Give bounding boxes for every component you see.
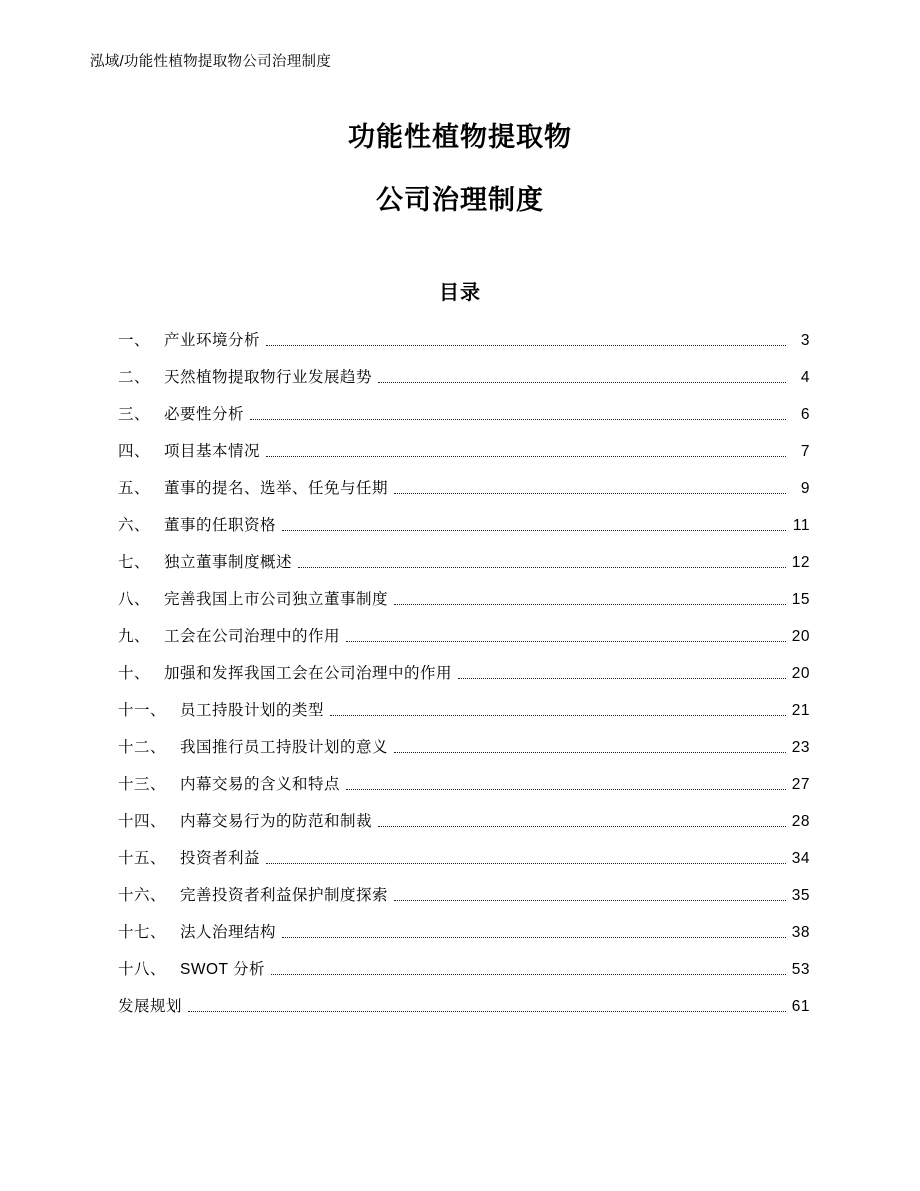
toc-item-label: 我国推行员工持股计划的意义 xyxy=(180,739,389,757)
toc-item-label: 完善投资者利益保护制度探索 xyxy=(180,887,389,905)
toc-item-label: 加强和发挥我国工会在公司治理中的作用 xyxy=(164,665,453,683)
toc-item[interactable] xyxy=(118,407,810,423)
toc-item-label: 董事的提名、选举、任免与任期 xyxy=(164,480,389,498)
toc-leader-dots xyxy=(330,714,786,716)
toc-leader-dots xyxy=(394,751,786,753)
toc-item-page: 38 xyxy=(791,924,810,942)
toc-item-label: 员工持股计划的类型 xyxy=(180,702,325,720)
toc-item-label: 内幕交易行为的防范和制裁 xyxy=(180,813,373,831)
toc-item-page: 35 xyxy=(791,887,810,905)
toc-item-label: 内幕交易的含义和特点 xyxy=(180,776,341,794)
toc-item-page: 28 xyxy=(791,813,810,831)
toc-leader-dots xyxy=(378,825,786,827)
toc-item[interactable] xyxy=(118,592,810,608)
toc-item-page: 61 xyxy=(791,998,810,1016)
page-title xyxy=(88,124,832,214)
title-line-1: 功能性植物提取物 xyxy=(348,122,572,153)
toc-item[interactable] xyxy=(118,481,810,497)
toc-leader-dots xyxy=(282,529,786,531)
toc-item-number: 四、 xyxy=(118,443,151,461)
toc-item[interactable] xyxy=(118,740,810,756)
toc-item-page: 34 xyxy=(791,850,810,868)
toc-item-label: 完善我国上市公司独立董事制度 xyxy=(164,591,389,609)
toc-item-page: 3 xyxy=(800,332,810,350)
toc-leader-dots xyxy=(346,640,786,642)
toc-item-number: 二、 xyxy=(118,369,151,387)
toc-leader-dots xyxy=(394,899,786,901)
table-of-contents xyxy=(88,333,832,1015)
toc-item-page: 12 xyxy=(791,554,810,572)
toc-item-page: 15 xyxy=(791,591,810,609)
toc-item-label: SWOT 分析 xyxy=(180,961,266,979)
toc-leader-dots xyxy=(266,455,786,457)
toc-item-page: 53 xyxy=(791,961,810,979)
toc-item[interactable] xyxy=(118,370,810,386)
toc-item-label: 投资者利益 xyxy=(180,850,261,868)
toc-item-number: 三、 xyxy=(118,406,151,424)
toc-leader-dots xyxy=(271,973,786,975)
toc-item-number: 十二、 xyxy=(118,739,167,757)
toc-item-page: 11 xyxy=(792,517,810,535)
toc-item[interactable] xyxy=(118,777,810,793)
toc-leader-dots xyxy=(250,418,786,420)
toc-item-label: 产业环境分析 xyxy=(164,332,261,350)
toc-heading: 目录 xyxy=(439,282,481,305)
toc-item-page: 21 xyxy=(791,702,810,720)
toc-item-number: 七、 xyxy=(118,554,151,572)
toc-item[interactable] xyxy=(118,444,810,460)
toc-item-number: 八、 xyxy=(118,591,151,609)
toc-leader-dots xyxy=(188,1010,786,1012)
toc-item-number: 十五、 xyxy=(118,850,167,868)
toc-item-number: 九、 xyxy=(118,628,151,646)
toc-item-page: 20 xyxy=(791,628,810,646)
toc-leader-dots xyxy=(298,566,786,568)
header-breadcrumb: 泓域/功能性植物提取物公司治理制度 xyxy=(90,54,332,70)
toc-leader-dots xyxy=(266,344,786,346)
toc-item-page: 9 xyxy=(800,480,810,498)
toc-item[interactable] xyxy=(118,666,810,682)
toc-item-number: 十八、 xyxy=(118,961,167,979)
toc-item[interactable] xyxy=(118,962,810,978)
toc-item-number: 十四、 xyxy=(118,813,167,831)
toc-item-number: 十六、 xyxy=(118,887,167,905)
toc-leader-dots xyxy=(378,381,786,383)
toc-item-number: 十一、 xyxy=(118,702,167,720)
toc-item[interactable] xyxy=(118,999,810,1015)
toc-item-number: 六、 xyxy=(118,517,151,535)
toc-item-label: 必要性分析 xyxy=(164,406,245,424)
toc-item[interactable] xyxy=(118,925,810,941)
toc-item[interactable] xyxy=(118,888,810,904)
toc-item[interactable] xyxy=(118,814,810,830)
toc-item-label: 天然植物提取物行业发展趋势 xyxy=(164,369,373,387)
toc-item-label: 工会在公司治理中的作用 xyxy=(164,628,341,646)
toc-item-label: 项目基本情况 xyxy=(164,443,261,461)
toc-item[interactable] xyxy=(118,703,810,719)
toc-item-number: 一、 xyxy=(118,332,151,350)
toc-item-number: 十三、 xyxy=(118,776,167,794)
toc-item-page: 23 xyxy=(791,739,810,757)
toc-item-label: 发展规划 xyxy=(118,998,183,1016)
toc-item-label: 法人治理结构 xyxy=(180,924,277,942)
toc-item-label: 独立董事制度概述 xyxy=(164,554,293,572)
toc-item[interactable] xyxy=(118,629,810,645)
toc-item[interactable] xyxy=(118,333,810,349)
toc-item-page: 27 xyxy=(791,776,810,794)
toc-item[interactable] xyxy=(118,555,810,571)
toc-item-number: 五、 xyxy=(118,480,151,498)
title-line-2: 公司治理制度 xyxy=(376,185,544,216)
toc-leader-dots xyxy=(458,677,786,679)
toc-leader-dots xyxy=(394,492,786,494)
toc-leader-dots xyxy=(282,936,786,938)
toc-item-page: 6 xyxy=(800,406,810,424)
toc-leader-dots xyxy=(266,862,786,864)
toc-item-label: 董事的任职资格 xyxy=(164,517,277,535)
toc-item-page: 7 xyxy=(800,443,810,461)
toc-item-page: 4 xyxy=(800,369,810,387)
toc-leader-dots xyxy=(394,603,786,605)
toc-item-page: 20 xyxy=(791,665,810,683)
toc-item-number: 十、 xyxy=(118,665,151,683)
toc-item[interactable] xyxy=(118,851,810,867)
toc-item[interactable] xyxy=(118,518,810,534)
toc-item-number: 十七、 xyxy=(118,924,167,942)
toc-leader-dots xyxy=(346,788,786,790)
